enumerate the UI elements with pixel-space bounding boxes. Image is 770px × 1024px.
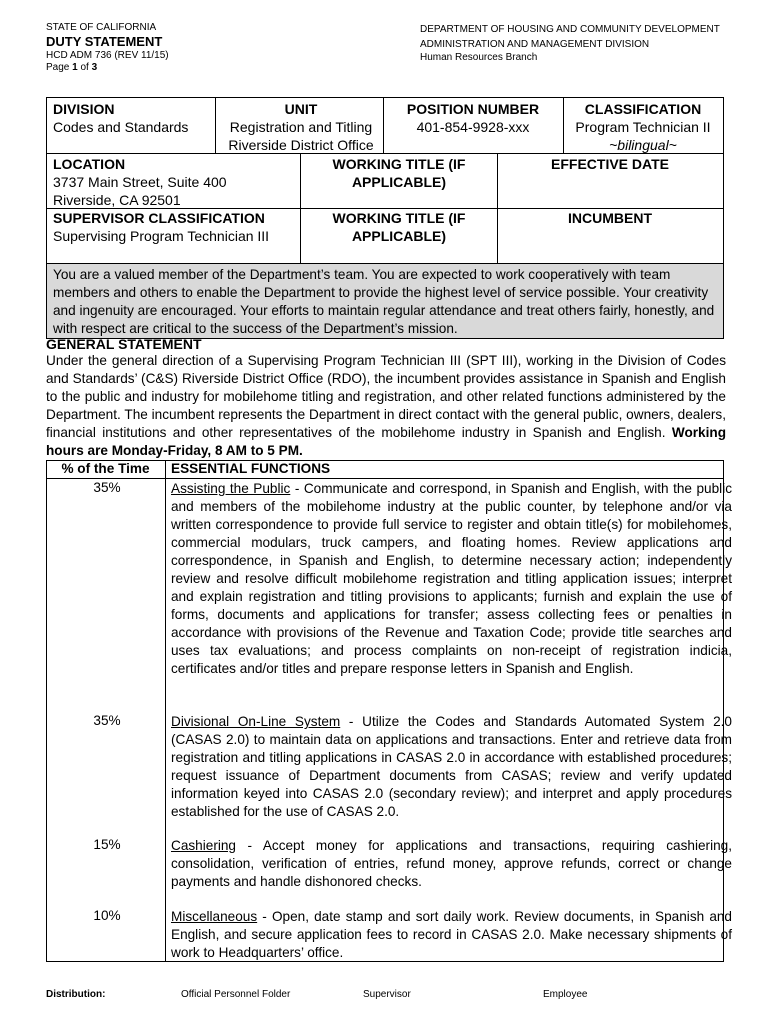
page-indicator: Page 1 of 3 xyxy=(46,62,98,73)
working-title-cell: WORKING TITLE (IF APPLICABLE) xyxy=(332,156,466,190)
general-statement xyxy=(46,336,726,460)
col-time-header: % of the Time xyxy=(61,461,150,476)
function-description: Cashiering - Accept money for applications and transactions, requiring cashiering, consolidation, verification of entries, refund money, approve refunds, correct or change payments and handle dishonored checks. xyxy=(171,838,732,889)
branch-name: Human Resources Branch xyxy=(420,52,538,63)
distribution-label: Distribution: xyxy=(46,989,106,1000)
info-table xyxy=(46,97,724,339)
effective-date-cell: EFFECTIVE DATE xyxy=(551,156,669,172)
function-pct: 15% xyxy=(93,837,121,852)
col-functions-header: ESSENTIAL FUNCTIONS xyxy=(171,461,331,476)
doc-title: DUTY STATEMENT xyxy=(46,34,163,49)
distribution-opf: Official Personnel Folder xyxy=(181,989,291,1000)
form-id: HCD ADM 736 (REV 11/15) xyxy=(46,50,169,61)
state-label: STATE OF CALIFORNIA xyxy=(46,22,157,33)
header-right xyxy=(420,22,720,63)
general-statement-title: GENERAL STATEMENT xyxy=(46,336,202,352)
function-description: Miscellaneous - Open, date stamp and sort daily work. Review documents, in Spanish and English, and secure application fees to record in CASAS 2.0. Make necessary shipments of work to Headquarters’ office. xyxy=(171,909,732,960)
function-description: Assisting the Public - Communicate and correspond, in Spanish and English, with the public and members of the mobilehome industry at the public counter, by telephone and/or via written correspondence to provide full service to register and obtain title(s) for mobilehomes, commercial modulars, truck campers, and floating homes. Review applications and correspondence, in Spanish and English, to determine necessary action; independently review and resolve difficult mobilehome registration and titling application issues; interpret and explain registration and titling provisions to applicants; furnish and explain the use of forms, documents and applications for transfer; assess collecting fees or penalties in accordance with provisions of the Revenue and Taxation Code; provide title searches and uses tax evaluations; and process complaints on non-receipt of registration indicia, certificates and/or titles and prepare response letters in Spanish and English. xyxy=(171,481,733,676)
function-pct: 35% xyxy=(93,713,121,728)
division-cell: DIVISION Codes and Standards xyxy=(53,101,189,135)
function-pct: 10% xyxy=(93,908,121,923)
distribution-supervisor: Supervisor xyxy=(363,989,411,1000)
location-cell: LOCATION 3737 Main Street, Suite 400 Riverside, CA 92501 xyxy=(53,156,227,208)
dept-name: DEPARTMENT OF HOUSING AND COMMUNITY DEVELOPMENT xyxy=(420,24,720,35)
valued-member-statement: You are a valued member of the Department’s team. You are expected to work cooperatively with team members and others to enable the Department to provide the highest level of service possible. Your creativity and ingenuity are encouraged. Your efforts to maintain regular attendance and treat others fairly, honestly, and with respect are critical to the success of the Department’s mission. xyxy=(47,264,723,338)
position-cell: POSITION NUMBER 401-854-9928-xxx xyxy=(406,101,540,135)
classification-cell: CLASSIFICATION Program Technician II ~bilingual~ xyxy=(575,101,711,153)
incumbent-cell: INCUMBENT xyxy=(568,210,652,226)
header-left xyxy=(46,22,169,74)
distribution-employee: Employee xyxy=(543,989,588,1000)
function-description: Divisional On-Line System - Utilize the Codes and Standards Automated System 2.0 (CASAS 2.0) to maintain data on applications and transactions. Enter and retrieve data from registration and titling applications in CASAS 2.0 in accordance with established procedures; request issuance of Department documents from CASAS; review and verify updated information keyed into CASAS 2.0 (secondary review); and interpret and apply procedures established for the use of CASAS 2.0. xyxy=(171,714,732,819)
division-name: ADMINISTRATION AND MANAGEMENT DIVISION xyxy=(420,39,650,50)
working-title-2-cell: WORKING TITLE (IF APPLICABLE) xyxy=(332,210,466,244)
general-statement-text: Under the general direction of a Supervising Program Technician III (SPT III), working in the Division of Codes and Standards’ (C&S) Riverside District Office (RDO), the incumbent provides assistance in Spanish and English to the public and industry for mobilehome titling and registration, and other related functions administered by the Department. The incumbent represents the Department in direct contact with the general public, owners, dealers, financial institutions and other representatives of the mobilehome industry in Spanish and English. Working hours are Monday-Friday, 8 AM to 5 PM. xyxy=(46,353,726,458)
function-pct: 35% xyxy=(93,480,121,495)
supervisor-class-cell: SUPERVISOR CLASSIFICATION Supervising Program Technician III xyxy=(53,210,270,244)
unit-cell: UNIT Registration and Titling Riverside District Office xyxy=(228,101,374,153)
